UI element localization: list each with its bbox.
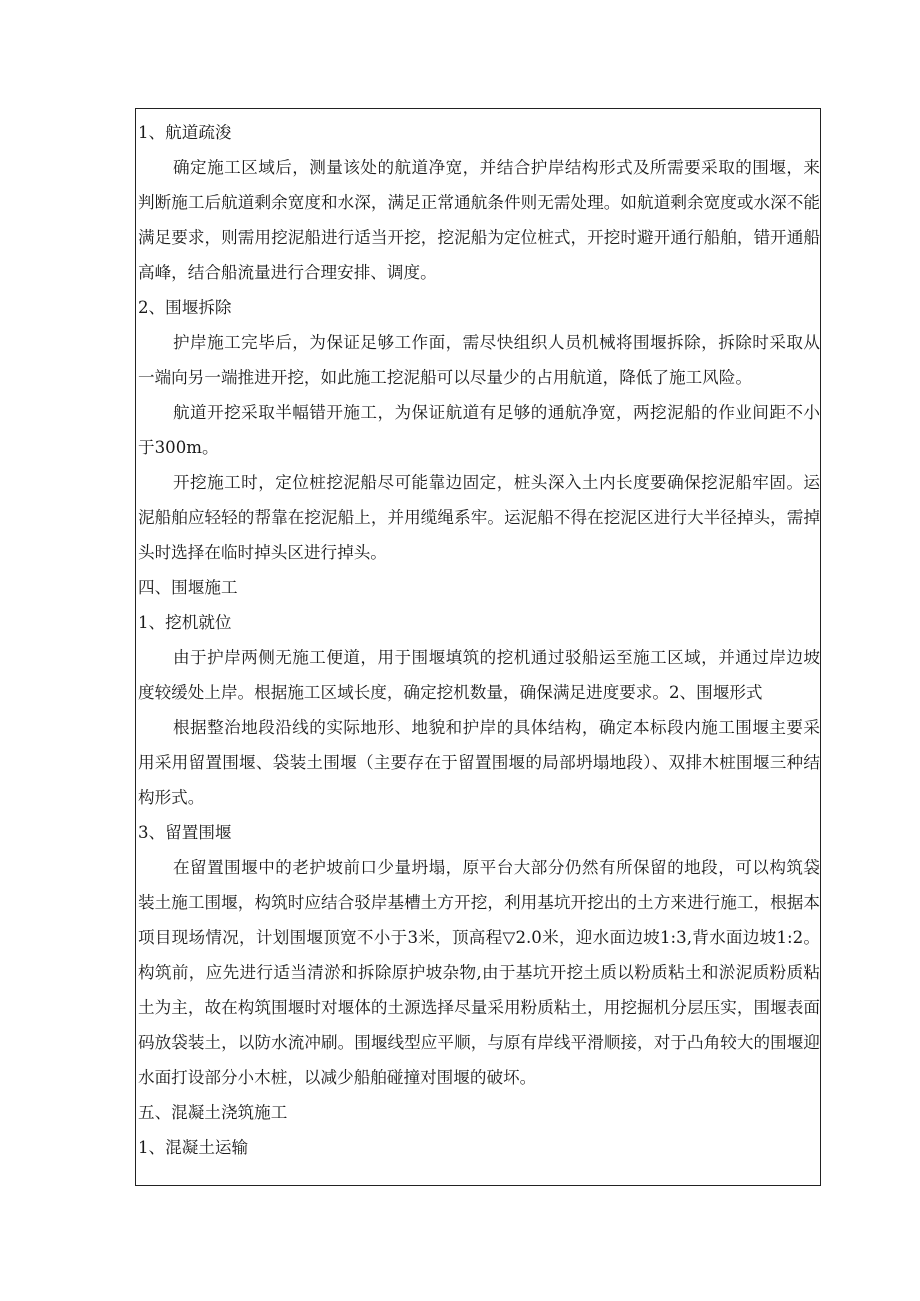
section-heading-excavator-positioning: 1、挖机就位 [138,613,232,632]
paragraph-cofferdam-form: 根据整治地段沿线的实际地形、地貌和护岸的具体结构，确定本标段内施工围堰主要采用采用留置围堰、袋装土围堰（主要存在于留置围堰的局部坍塌地段）、双排木桩围堰三种结构形式。 [138,718,820,807]
section-heading-retained-cofferdam: 3、留置围堰 [138,823,232,842]
section-heading-concrete-transport: 1、混凝土运输 [138,1138,249,1157]
paragraph-dredging: 确定施工区域后，测量该处的航道净宽，并结合护岸结构形式及所需要采取的围堰，来判断施工后航道剩余宽度和水深，满足正常通航条件则无需处理。如航道剩余宽度或水深不能满足要求，则需用挖泥船进行适当开挖，挖泥船为定位桩式，开挖时避开通行船舶，错开通船高峰，结合船流量进行合理安排、调度。 [138,158,820,282]
chapter-heading-cofferdam-construction: 四、围堰施工 [138,578,238,597]
chapter-heading-concrete-pouring: 五、混凝土浇筑施工 [138,1103,288,1122]
document-body [138,115,820,1165]
section-heading-cofferdam-removal: 2、围堰拆除 [138,298,232,317]
paragraph-channel-excavation: 航道开挖采取半幅错开施工，为保证航道有足够的通航净宽，两挖泥船的作业间距不小于300m。 [138,403,820,457]
document-frame [135,108,821,1186]
paragraph-excavator-positioning: 由于护岸两侧无施工便道，用于围堰填筑的挖机通过驳船运至施工区域，并通过岸边坡度较缓处上岸。根据施工区域长度，确定挖机数量，确保满足进度要求。2、围堰形式 [138,648,820,702]
paragraph-retained-cofferdam: 在留置围堰中的老护坡前口少量坍塌，原平台大部分仍然有所保留的地段，可以构筑袋装土施工围堰，构筑时应结合驳岸基槽土方开挖，利用基坑开挖出的土方来进行施工，根据本项目现场情况，计划围堰顶宽不小于3米，顶高程▽2.0米，迎水面边坡1:3,背水面边坡1:2。构筑前，应先进行适当清淤和拆除原护坡杂物,由于基坑开挖土质以粉质粘土和淤泥质粉质粘土为主，故在构筑围堰时对堰体的土源选择尽量采用粉质粘土，用挖掘机分层压实，围堰表面码放袋装土，以防水流冲刷。围堰线型应平顺，与原有岸线平滑顺接，对于凸角较大的围堰迎水面打设部分小木桩，以减少船舶碰撞对围堰的破坏。 [138,858,820,1087]
section-heading-dredging: 1、航道疏浚 [138,123,232,142]
paragraph-excavation-construction: 开挖施工时，定位桩挖泥船尽可能靠边固定，桩头深入土内长度要确保挖泥船牢固。运泥船舶应轻轻的帮靠在挖泥船上，并用缆绳系牢。运泥船不得在挖泥区进行大半径掉头，需掉头时选择在临时掉头区进行掉头。 [138,473,820,562]
paragraph-cofferdam-removal: 护岸施工完毕后，为保证足够工作面，需尽快组织人员机械将围堰拆除，拆除时采取从一端向另一端推进开挖，如此施工挖泥船可以尽量少的占用航道，降低了施工风险。 [138,333,820,387]
